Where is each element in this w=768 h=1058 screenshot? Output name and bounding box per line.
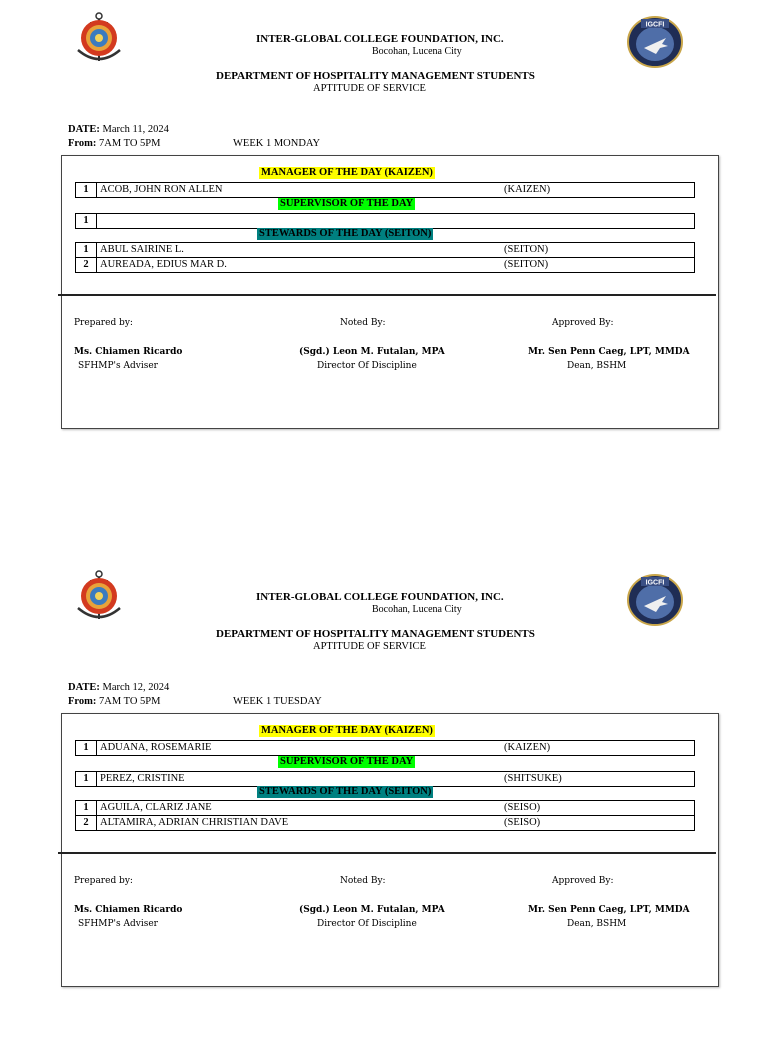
student-name: AGUILA, CLARIZ JANE: [100, 802, 212, 813]
approved-by-label: Approved By:: [552, 318, 614, 328]
document-subtitle: APTITUDE OF SERVICE: [313, 83, 426, 94]
student-name: AUREADA, EDIUS MAR D.: [100, 259, 227, 270]
document-subtitle: APTITUDE OF SERVICE: [313, 641, 426, 652]
stewards-heading: STEWARDS OF THE DAY (SEITON): [259, 786, 432, 797]
prepared-by-name: Ms. Chiamen Ricardo: [74, 905, 183, 915]
date-line: [68, 124, 169, 135]
approved-by-title: Dean, BSHM: [567, 361, 627, 371]
date-line: [68, 682, 169, 693]
student-role: (SEITON): [504, 244, 549, 255]
institution-name: INTER-GLOBAL COLLEGE FOUNDATION, INC.: [256, 591, 504, 603]
student-role: (KAIZEN): [504, 184, 551, 195]
manager-heading: MANAGER OF THE DAY (KAIZEN): [261, 167, 433, 178]
noted-by-name: (Sgd.) Leon M. Futalan, MPA: [299, 905, 445, 915]
college-seal-logo: [70, 564, 128, 622]
row-number: 2: [76, 258, 97, 272]
date-value: March 12, 2024: [102, 682, 170, 693]
manager-row: [75, 740, 695, 756]
institution-name: INTER-GLOBAL COLLEGE FOUNDATION, INC.: [256, 33, 504, 45]
row-number: 1: [76, 214, 97, 228]
student-role: (SHITSUKE): [504, 773, 562, 784]
student-role: (SEISO): [504, 817, 541, 828]
noted-by-title: Director Of Discipline: [317, 919, 417, 929]
prepared-by-title: SFHMP's Adviser: [78, 919, 158, 929]
student-name: ACOB, JOHN RON ALLEN: [100, 184, 223, 195]
row-number: 1: [76, 772, 97, 786]
row-number: 2: [76, 816, 97, 830]
approved-by-name: Mr. Sen Penn Caeg, LPT, MMDA: [528, 905, 690, 915]
noted-by-name: (Sgd.) Leon M. Futalan, MPA: [299, 347, 445, 357]
steward-row: [75, 242, 695, 258]
student-name: ABUL SAIRINE L.: [100, 244, 184, 255]
row-number: 1: [76, 801, 97, 815]
supervisor-row: [75, 213, 695, 229]
time-value: 7AM TO 5PM: [99, 696, 161, 707]
prepared-by-label: Prepared by:: [74, 318, 133, 328]
igcfi-badge-logo: [626, 16, 684, 68]
date-label: DATE:: [68, 682, 100, 693]
student-name: ADUANA, ROSEMARIE: [100, 742, 212, 753]
week-label: WEEK 1 TUESDAY: [233, 696, 322, 707]
date-value: March 11, 2024: [102, 124, 169, 135]
igcfi-badge-logo: [626, 574, 684, 626]
stewards-heading: STEWARDS OF THE DAY (SEITON): [259, 228, 432, 239]
student-role: (SEITON): [504, 259, 549, 270]
row-number: 1: [76, 243, 97, 257]
noted-by-label: Noted By:: [340, 318, 386, 328]
from-label: From:: [68, 138, 97, 149]
prepared-by-title: SFHMP's Adviser: [78, 361, 158, 371]
manager-heading: MANAGER OF THE DAY (KAIZEN): [261, 725, 433, 736]
time-value: 7AM TO 5PM: [99, 138, 161, 149]
divider-line: [58, 852, 716, 854]
department-title: DEPARTMENT OF HOSPITALITY MANAGEMENT STUDENTS: [216, 628, 535, 640]
noted-by-title: Director Of Discipline: [317, 361, 417, 371]
badge-text: IGCFI: [645, 579, 665, 587]
supervisor-row: [75, 771, 695, 787]
supervisor-heading: SUPERVISOR OF THE DAY: [280, 198, 414, 209]
row-number: 1: [76, 741, 97, 755]
badge-text: IGCFI: [645, 21, 665, 29]
department-title: DEPARTMENT OF HOSPITALITY MANAGEMENT STUDENTS: [216, 70, 535, 82]
student-name: ALTAMIRA, ADRIAN CHRISTIAN DAVE: [100, 817, 289, 828]
duty-roster-box: [61, 713, 719, 987]
approved-by-label: Approved By:: [552, 876, 614, 886]
student-role: (SEISO): [504, 802, 541, 813]
from-label: From:: [68, 696, 97, 707]
supervisor-heading: SUPERVISOR OF THE DAY: [280, 756, 414, 767]
date-label: DATE:: [68, 124, 100, 135]
steward-row: [75, 800, 695, 816]
week-label: WEEK 1 MONDAY: [233, 138, 321, 149]
approved-by-title: Dean, BSHM: [567, 919, 627, 929]
student-role: (KAIZEN): [504, 742, 551, 753]
time-line: [68, 696, 160, 707]
schedule-sheet-1: [0, 0, 768, 500]
steward-row: [75, 815, 695, 831]
approved-by-name: Mr. Sen Penn Caeg, LPT, MMDA: [528, 347, 690, 357]
noted-by-label: Noted By:: [340, 876, 386, 886]
prepared-by-name: Ms. Chiamen Ricardo: [74, 347, 183, 357]
time-line: [68, 138, 160, 149]
prepared-by-label: Prepared by:: [74, 876, 133, 886]
steward-row: [75, 257, 695, 273]
student-name: PEREZ, CRISTINE: [100, 773, 185, 784]
row-number: 1: [76, 183, 97, 197]
schedule-sheet-2: [0, 558, 768, 1058]
duty-roster-box: [61, 155, 719, 429]
manager-row: [75, 182, 695, 198]
divider-line: [58, 294, 716, 296]
institution-city: Bocohan, Lucena City: [372, 46, 462, 57]
college-seal-logo: [70, 6, 128, 64]
institution-city: Bocohan, Lucena City: [372, 604, 462, 615]
